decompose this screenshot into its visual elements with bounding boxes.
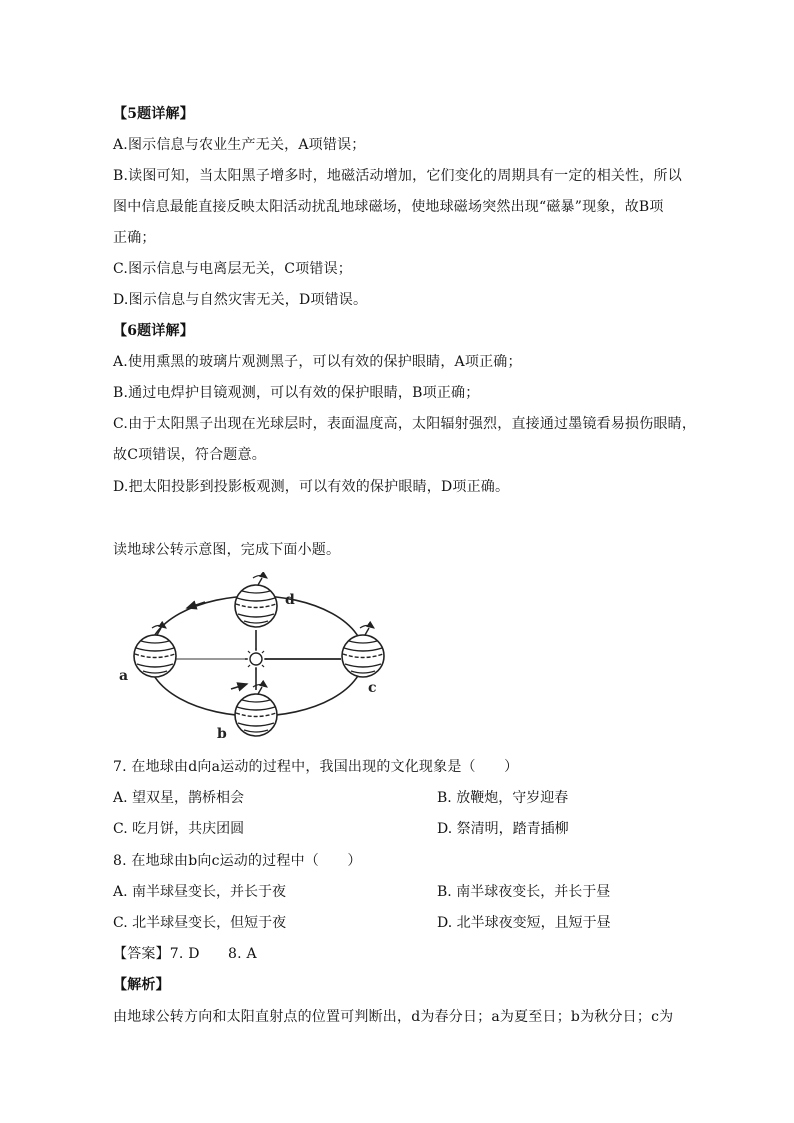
orbit-arrow (187, 602, 205, 608)
sun-icon (245, 648, 267, 670)
question-intro: 读地球公转示意图，完成下面小题。 (113, 542, 341, 558)
label-c: c (368, 680, 377, 696)
q8-option-d: D. 北半球夜变短，且短于昼 (437, 915, 611, 931)
orbit-arrow (231, 684, 247, 689)
label-b: b (217, 726, 227, 742)
section6-line: 故C项错误，符合题意。 (113, 447, 266, 463)
earth-position-c (342, 626, 384, 678)
q8-option-a: A. 南半球昼变长，并长于夜 (113, 884, 287, 900)
section6-line: A.使用熏黑的玻璃片观测黑子，可以有效的保护眼睛，A项正确； (113, 354, 522, 370)
earth-position-d (235, 576, 277, 628)
label-a: a (119, 668, 129, 684)
q8-option-b: B. 南半球夜变长，并长于昼 (437, 884, 611, 900)
section5-line: 正确； (113, 230, 156, 246)
q8-option-c: C. 北半球昼变长，但短于夜 (113, 915, 287, 931)
analysis-header: 【解析】 (113, 977, 170, 993)
section5-line: C.图示信息与电离层无关，C项错误； (113, 261, 352, 277)
q7-stem: 7. 在地球由d向a运动的过程中，我国出现的文化现象是（ ） (113, 759, 519, 775)
q7-option-c: C. 吃月饼，共庆团圆 (113, 821, 245, 837)
q7-option-d: D. 祭清明，踏青插柳 (437, 821, 569, 837)
q8-stem: 8. 在地球由b向c运动的过程中（ ） (113, 853, 362, 869)
answer-line: 【答案】7. D 8. A (113, 946, 257, 962)
label-d: d (285, 592, 295, 608)
analysis-line: 由地球公转方向和太阳直射点的位置可判断出，d为春分日；a为夏至日；b为秋分日；c为 (113, 1009, 674, 1025)
earth-revolution-diagram (113, 572, 403, 742)
q7-option-a: A. 望双星，鹊桥相会 (113, 790, 245, 806)
section5-line: B.读图可知，当太阳黑子增多时，地磁活动增加，它们变化的周期具有一定的相关性，所以 (113, 168, 682, 184)
section5-line: 图中信息最能直接反映太阳活动扰乱地球磁场，使地球磁场突然出现“磁暴”现象，故B项 (113, 199, 664, 215)
earth-position-b (235, 685, 277, 737)
section6-line: C.由于太阳黑子出现在光球层时，表面温度高，太阳辐射强烈，直接通过墨镜看易损伤眼睛， (113, 416, 697, 432)
section6-header: 【6题详解】 (113, 323, 194, 339)
section6-line: D.把太阳投影到投影板观测，可以有效的保护眼睛，D项正确。 (113, 479, 510, 495)
section5-header: 【5题详解】 (113, 106, 194, 122)
earth-position-a (134, 626, 176, 678)
q7-option-b: B. 放鞭炮，守岁迎春 (437, 790, 569, 806)
section5-line: A.图示信息与农业生产无关，A项错误； (113, 137, 366, 153)
section6-line: B.通过电焊护目镜观测，可以有效的保护眼睛，B项正确； (113, 385, 480, 401)
section5-line: D.图示信息与自然灾害无关，D项错误。 (113, 292, 368, 308)
